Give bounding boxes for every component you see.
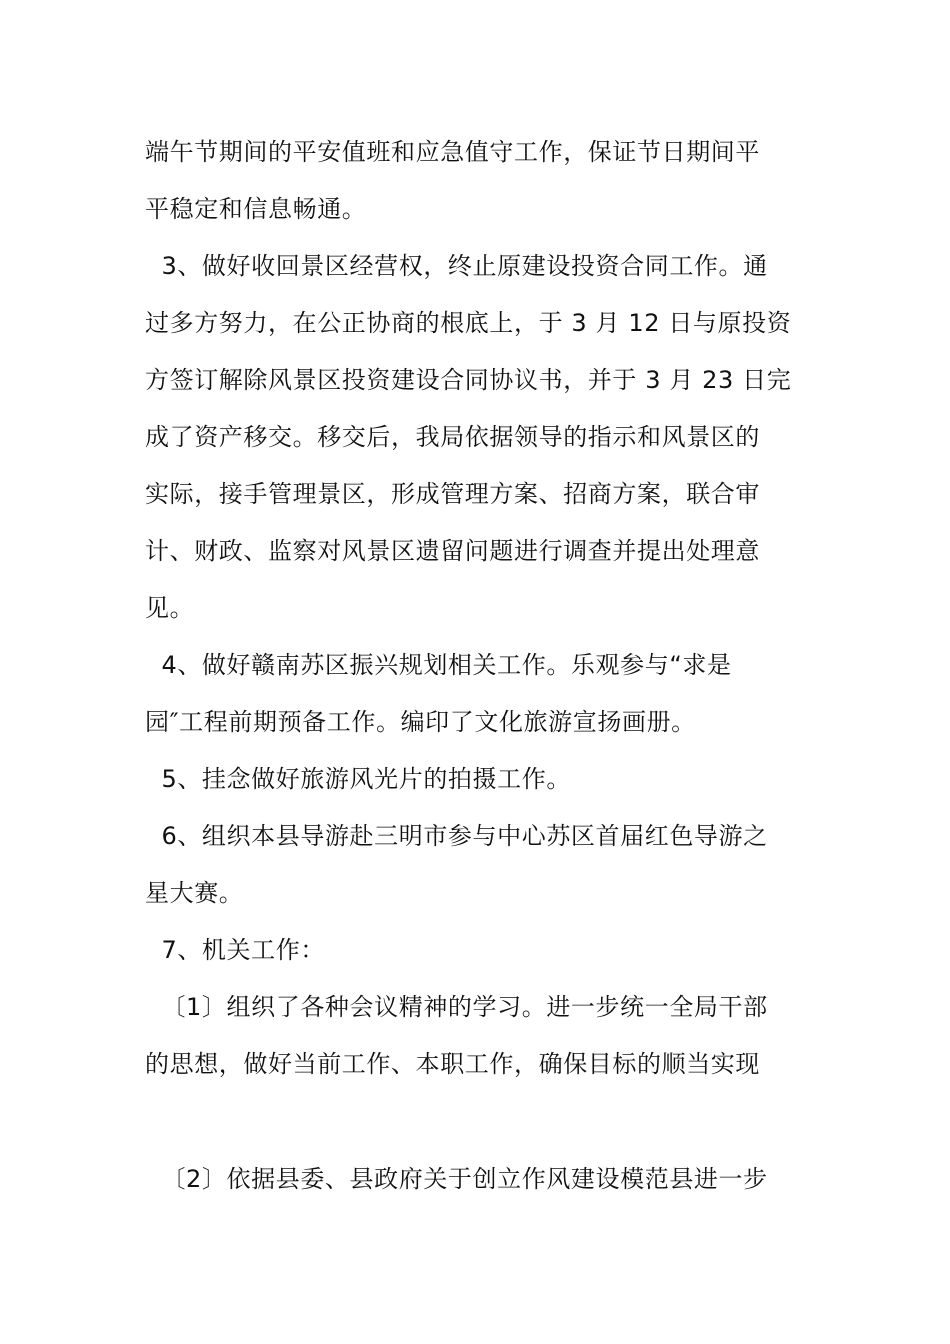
text-line-13: 6、组织本县导游赴三明市参与中心苏区首届红色导游之 (145, 822, 768, 850)
text-line-11: 园″工程前期预备工作。编印了文化旅游宣扬画册。 (145, 708, 696, 736)
text-line-2: 平稳定和信息畅通。 (145, 195, 367, 223)
text-line-9: 见。 (145, 594, 195, 622)
text-line-1: 端午节期间的平安值班和应急值守工作，保证节日期间平 (145, 138, 760, 166)
text-line-18: 〔2〕依据县委、县政府关于创立作风建设模范县进一步 (145, 1165, 768, 1193)
text-line-8: 计、财政、监察对风景区遗留问题进行调查并提出处理意 (145, 537, 760, 565)
text-line-17: 的思想，做好当前工作、本职工作，确保目标的顺当实现 (145, 1050, 760, 1078)
text-line-10: 4、做好赣南苏区振兴规划相关工作。乐观参与“求是 (145, 651, 732, 679)
text-line-16: 〔1〕组织了各种会议精神的学习。进一步统一全局干部 (145, 993, 768, 1021)
text-line-7: 实际，接手管理景区，形成管理方案、招商方案，联合审 (145, 480, 760, 508)
text-line-5: 方签订解除风景区投资建设合同协议书，并于 3 月 23 日完 (145, 366, 792, 394)
text-line-3: 3、做好收回景区经营权，终止原建设投资合同工作。通 (145, 252, 768, 280)
text-line-12: 5、挂念做好旅游风光片的拍摄工作。 (145, 765, 571, 793)
text-line-6: 成了资产移交。移交后，我局依据领导的指示和风景区的 (145, 423, 760, 451)
text-line-4: 过多方努力，在公正协商的根底上，于 3 月 12 日与原投资 (145, 309, 792, 337)
text-line-15: 7、机关工作： (145, 936, 325, 964)
text-line-14: 星大赛。 (145, 879, 244, 907)
